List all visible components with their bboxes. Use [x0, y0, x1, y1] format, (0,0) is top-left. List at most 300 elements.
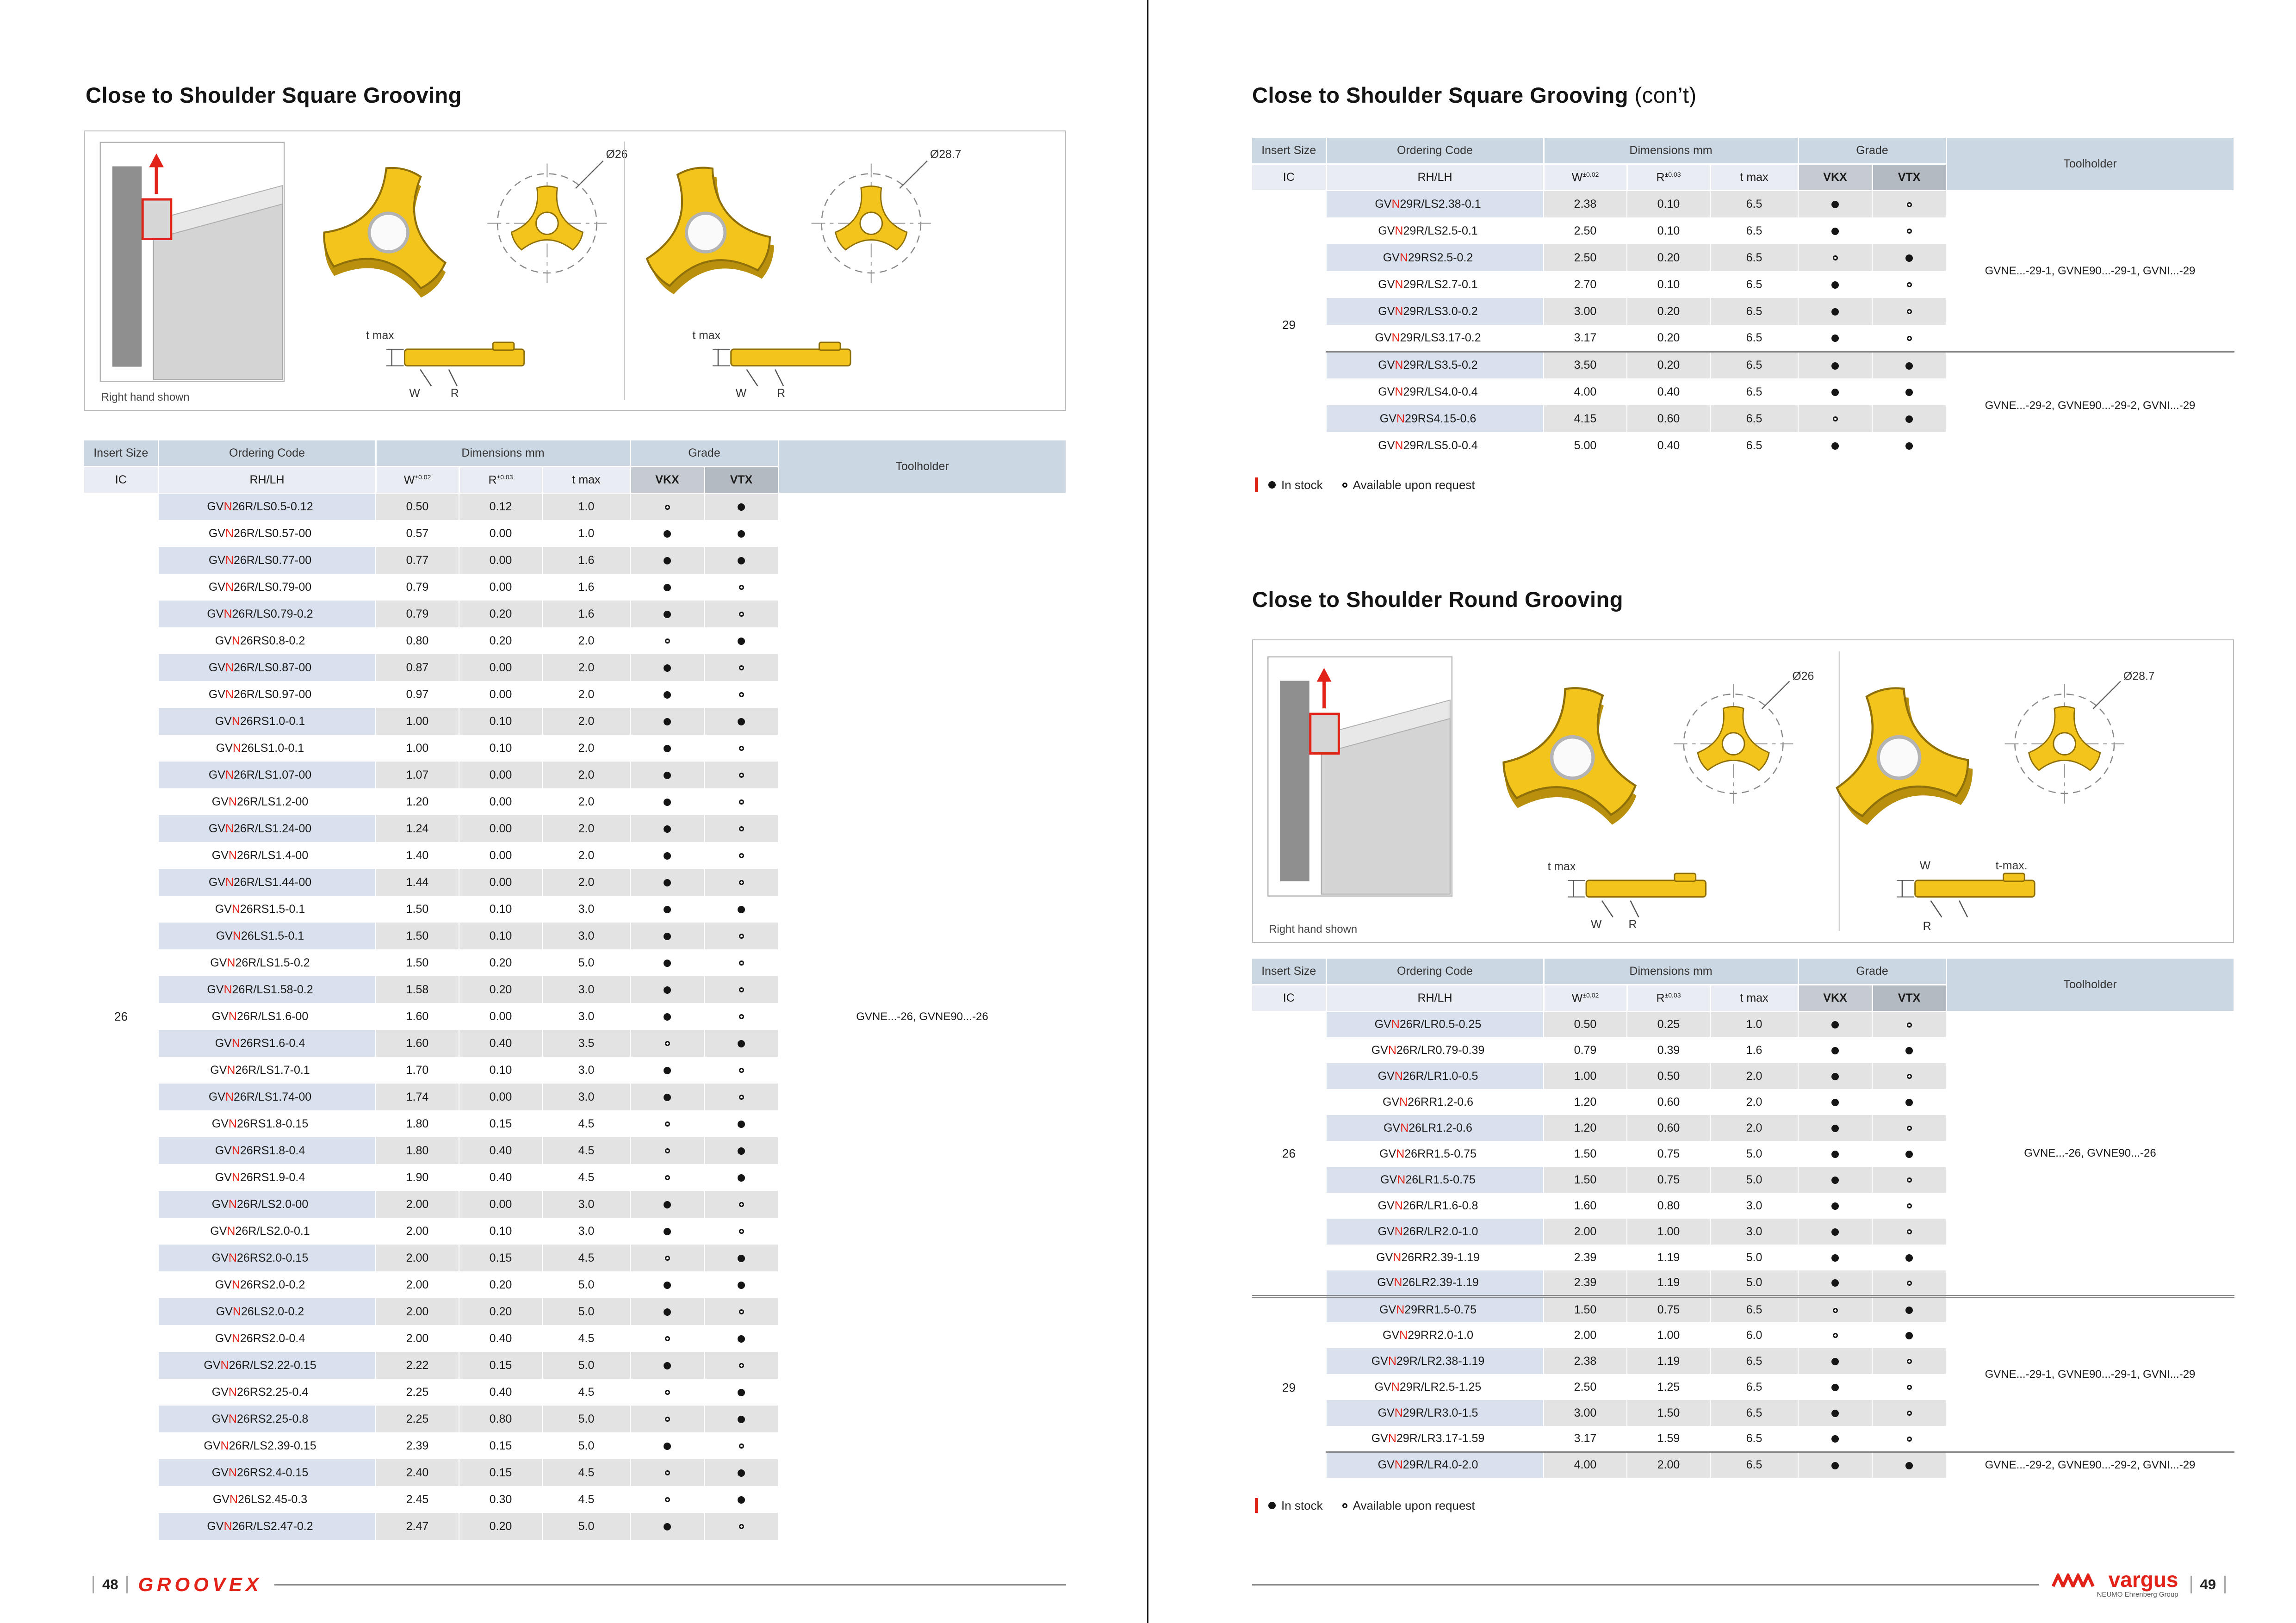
in-stock-dot: [738, 1174, 745, 1182]
round-grooving-table: [1252, 959, 2235, 1478]
vtx-cell: [1872, 405, 1946, 432]
r-cell: 0.80: [459, 1406, 542, 1432]
tmax-cell: 2.0: [542, 654, 630, 681]
vkx-cell: [630, 1003, 704, 1030]
vtx-cell: [704, 896, 778, 923]
vkx-cell: [1798, 1193, 1872, 1219]
in-stock-dot: [1831, 362, 1839, 370]
in-stock-dot: [1831, 442, 1839, 450]
vtx-cell: [704, 1057, 778, 1084]
r-cell: 0.20: [1627, 244, 1710, 271]
on-request-dot: [1907, 1229, 1912, 1234]
tmax-cell: 1.0: [1710, 1011, 1798, 1037]
r-cell: 0.10: [1627, 271, 1710, 298]
vtx-cell: [1872, 325, 1946, 352]
vtx-cell: [1872, 1193, 1946, 1219]
in-stock-dot: [1831, 228, 1839, 235]
in-stock-dot: [1905, 389, 1913, 396]
in-stock-dot: [664, 906, 671, 913]
ordering-code-cell: GVN26LR1.5-0.75: [1326, 1167, 1544, 1193]
in-stock-dot: [664, 1443, 671, 1450]
w-cell: 2.39: [1544, 1270, 1627, 1296]
w-cell: 0.57: [376, 520, 459, 547]
vkx-cell: [630, 1432, 704, 1459]
tmax-cell: 1.0: [542, 520, 630, 547]
on-request-dot: [739, 1202, 744, 1207]
r-cell: 0.40: [459, 1137, 542, 1164]
in-stock-dot: [664, 933, 671, 940]
in-stock-dot: [1831, 1279, 1839, 1287]
in-stock-dot: [738, 1389, 745, 1396]
ordering-code-cell: GVN29R/LS2.38-0.1: [1326, 191, 1544, 217]
tmax-label: t max: [692, 329, 721, 342]
code-highlight: N: [1388, 1043, 1396, 1057]
ordering-code-cell: GVN26R/LS0.79-0.2: [158, 601, 376, 627]
on-request-dot: [1907, 1022, 1912, 1028]
r-cell: 0.40: [459, 1030, 542, 1057]
toolholder-cell: GVNE...-29-2, GVNE90...-29-2, GVNI...-29: [1946, 352, 2234, 459]
vtx-cell: [1872, 244, 1946, 271]
code-highlight: N: [1396, 1303, 1405, 1316]
in-stock-dot: [738, 906, 745, 913]
vtx-cell: [1872, 1348, 1946, 1374]
w-cell: 2.22: [376, 1352, 459, 1379]
w-cell: 1.80: [376, 1110, 459, 1137]
ordering-code-cell: GVN26RS2.4-0.15: [158, 1459, 376, 1486]
r-cell: 0.10: [459, 1057, 542, 1084]
vtx-cell: [704, 601, 778, 627]
code-highlight: N: [228, 1117, 237, 1130]
on-request-dot: [739, 1229, 744, 1234]
vtx-cell: [704, 547, 778, 574]
code-highlight: N: [223, 1519, 232, 1533]
tmax-cell: 4.5: [542, 1459, 630, 1486]
ordering-code-cell: GVN29R/LS3.0-0.2: [1326, 298, 1544, 325]
in-stock-dot: [1831, 389, 1839, 396]
vkx-cell: [630, 896, 704, 923]
r-label: R: [450, 387, 459, 400]
header-grade: Grade: [630, 440, 778, 466]
vtx-cell: [704, 708, 778, 735]
vkx-cell: [1798, 1037, 1872, 1063]
w-cell: 3.00: [1544, 1400, 1627, 1426]
on-request-dot: [739, 692, 744, 697]
vkx-cell: [630, 1379, 704, 1406]
tmax-cell: 4.5: [542, 1164, 630, 1191]
catalog-table: [1252, 138, 2235, 459]
vtx-cell: [704, 654, 778, 681]
illustration-caption: Right hand shown: [1269, 923, 1358, 936]
available-label: Available upon request: [1353, 477, 1475, 492]
legend-accent-bar: [1255, 477, 1258, 492]
vtx-cell: [1872, 1115, 1946, 1141]
w-cell: 0.50: [1544, 1011, 1627, 1037]
vkx-cell: [630, 788, 704, 815]
in-stock-dot: [664, 799, 671, 806]
insert-size-cell: 29: [1252, 191, 1326, 459]
vkx-cell: [630, 493, 704, 520]
code-highlight: N: [231, 1332, 240, 1345]
machining-diagram: [100, 142, 284, 382]
vkx-cell: [630, 654, 704, 681]
w-cell: 1.60: [376, 1030, 459, 1057]
code-highlight: N: [232, 741, 241, 755]
code-highlight: N: [1394, 1225, 1403, 1238]
w-cell: 2.00: [1544, 1219, 1627, 1245]
code-highlight: N: [225, 1090, 234, 1103]
insert-side-view-small: [386, 342, 524, 386]
tmax-cell: 6.5: [1710, 432, 1798, 459]
header-w: $W^{\pm 0.02}$: [1544, 164, 1627, 191]
ordering-code-cell: GVN26R/LS2.0-0.1: [158, 1218, 376, 1245]
in-stock-dot: [664, 664, 671, 672]
ordering-code-cell: GVN26RS2.0-0.4: [158, 1325, 376, 1352]
ordering-code-cell: GVN29R/LS2.7-0.1: [1326, 271, 1544, 298]
w-cell: 3.50: [1544, 352, 1627, 378]
square-grooving-table: [84, 440, 1067, 1540]
footer-right: [1252, 1567, 2234, 1598]
vtx-cell: [704, 1218, 778, 1245]
vkx-cell: [630, 1218, 704, 1245]
header-ordering-code: Ordering Code: [1326, 138, 1544, 164]
table-row: [1252, 1011, 2234, 1037]
ordering-code-cell: GVN29R/LR2.38-1.19: [1326, 1348, 1544, 1374]
w-cell: 1.50: [1544, 1167, 1627, 1193]
header-rhlh: RH/LH: [1326, 985, 1544, 1011]
vargus-zigzag-icon: [2052, 1573, 2107, 1587]
in-stock-dot: [664, 825, 671, 833]
header-tmax: t max: [542, 466, 630, 493]
on-request-dot: [1907, 229, 1912, 234]
tmax-cell: 4.5: [542, 1379, 630, 1406]
insert-front-view-small: [1674, 681, 1793, 803]
tmax-cell: 5.0: [1710, 1167, 1798, 1193]
vkx-cell: [1798, 1167, 1872, 1193]
code-highlight: N: [225, 768, 234, 781]
tmax-label: t max: [366, 329, 394, 342]
tmax-cell: 1.6: [542, 574, 630, 601]
header-toolholder: Toolholder: [778, 440, 1066, 493]
vkx-cell: [1798, 298, 1872, 325]
w-label: W: [1591, 918, 1602, 931]
table-row: [1252, 352, 2234, 378]
ordering-code-cell: GVN29R/LR3.0-1.5: [1326, 1400, 1544, 1426]
r-cell: 0.15: [459, 1432, 542, 1459]
w-cell: 0.80: [376, 627, 459, 654]
code-highlight: N: [227, 956, 236, 969]
diameter-label-287: Ø28.7: [930, 148, 962, 161]
in-stock-label: In stock: [1281, 477, 1323, 492]
r-cell: 0.40: [1627, 378, 1710, 405]
w-cell: 2.00: [376, 1191, 459, 1218]
r-cell: 0.20: [459, 601, 542, 627]
insert-front-view-large: [2005, 681, 2124, 803]
ordering-code-cell: GVN26R/LS1.74-00: [158, 1084, 376, 1110]
tmax-cell: 3.0: [542, 1057, 630, 1084]
code-highlight: N: [1394, 1199, 1403, 1212]
w-cell: 0.79: [376, 574, 459, 601]
ordering-code-cell: GVN26R/LS2.0-00: [158, 1191, 376, 1218]
tmax-cell: 2.0: [542, 762, 630, 788]
ordering-code-cell: GVN26R/LS2.39-0.15: [158, 1432, 376, 1459]
insert-front-view-small: [487, 161, 607, 283]
vkx-cell: [1798, 1400, 1872, 1426]
tmax-cell: 6.5: [1710, 1296, 1798, 1322]
w-cell: 2.38: [1544, 191, 1627, 217]
tmax-cell: 1.0: [542, 493, 630, 520]
on-request-dot: [665, 1175, 670, 1180]
ordering-code-cell: GVN26R/LS1.4-00: [158, 842, 376, 869]
code-highlight: N: [1394, 1069, 1403, 1083]
vtx-cell: [1872, 1141, 1946, 1167]
r-cell: 0.00: [459, 1191, 542, 1218]
vtx-cell: [1872, 1426, 1946, 1452]
vkx-cell: [630, 1352, 704, 1379]
code-highlight: N: [232, 929, 241, 942]
code-highlight: N: [1399, 251, 1408, 264]
code-highlight: N: [231, 1144, 240, 1157]
w-cell: 0.79: [1544, 1037, 1627, 1063]
in-stock-dot: [1905, 1047, 1913, 1054]
ordering-code-cell: GVN26R/LS0.5-0.12: [158, 493, 376, 520]
vkx-cell: [1798, 1296, 1872, 1322]
insert-size-cell: 26: [1252, 1011, 1326, 1296]
ordering-code-cell: GVN26LS1.0-0.1: [158, 735, 376, 762]
w-cell: 2.00: [376, 1271, 459, 1298]
on-request-dot: [1907, 1177, 1912, 1183]
machining-diagram: [1268, 657, 1452, 896]
w-cell: 3.17: [1544, 1426, 1627, 1452]
in-stock-dot: [664, 530, 671, 538]
tmax-cell: 3.0: [542, 923, 630, 949]
header-rhlh: RH/LH: [158, 466, 376, 493]
in-stock-dot: [664, 1282, 671, 1289]
header-vtx: VTX: [1872, 985, 1946, 1011]
code-highlight: N: [1393, 1251, 1402, 1264]
vtx-cell: [704, 815, 778, 842]
r-cell: 0.40: [459, 1164, 542, 1191]
vkx-cell: [630, 1513, 704, 1540]
header-w: $W^{\pm 0.02}$: [1544, 985, 1627, 1011]
code-highlight: N: [1397, 1173, 1406, 1186]
r-cell: 1.00: [1627, 1322, 1710, 1348]
w-cell: 2.50: [1544, 1374, 1627, 1400]
vkx-cell: [1798, 378, 1872, 405]
on-request-dot: [739, 1014, 744, 1019]
header-dimensions: Dimensions mm: [1544, 959, 1798, 985]
in-stock-dot: [664, 1067, 671, 1074]
diameter-label-26: Ø26: [1792, 670, 1814, 683]
code-highlight: N: [225, 580, 234, 594]
code-highlight: N: [231, 1278, 240, 1291]
vtx-cell: [704, 1191, 778, 1218]
vkx-cell: [630, 1459, 704, 1486]
vtx-cell: [704, 1432, 778, 1459]
r-cell: 0.15: [459, 1352, 542, 1379]
in-stock-dot: [1905, 1099, 1913, 1106]
code-highlight: N: [225, 822, 234, 835]
r-cell: 0.10: [459, 708, 542, 735]
vtx-cell: [704, 1003, 778, 1030]
r-label: R: [777, 387, 786, 400]
code-highlight: N: [228, 1010, 237, 1023]
available-dot: [1342, 1503, 1347, 1508]
r-cell: 0.00: [459, 815, 542, 842]
w-cell: 1.20: [376, 788, 459, 815]
vkx-cell: [1798, 1452, 1872, 1478]
tmax-cell: 2.0: [1710, 1089, 1798, 1115]
code-highlight: N: [1394, 1406, 1403, 1419]
r-cell: 1.25: [1627, 1374, 1710, 1400]
vtx-cell: [1872, 1063, 1946, 1089]
on-request-dot: [665, 1148, 670, 1153]
table-header-row: [1252, 959, 2234, 985]
insert-size-cell: 29: [1252, 1296, 1326, 1478]
ordering-code-cell: GVN26R/LR1.0-0.5: [1326, 1063, 1544, 1089]
in-stock-dot: [1831, 1073, 1839, 1080]
header-rhlh: RH/LH: [1326, 164, 1544, 191]
vtx-cell: [1872, 352, 1946, 378]
tmax-cell: 4.5: [542, 1245, 630, 1271]
r-label: R: [1628, 918, 1637, 931]
w-cell: 1.74: [376, 1084, 459, 1110]
w-cell: 2.38: [1544, 1348, 1627, 1374]
header-toolholder: Toolholder: [1946, 138, 2234, 191]
square-grooving-cont-table: [1252, 138, 2235, 459]
w-cell: 2.70: [1544, 271, 1627, 298]
w-cell: 2.25: [376, 1406, 459, 1432]
vkx-cell: [630, 1057, 704, 1084]
w-cell: 2.00: [1544, 1322, 1627, 1348]
vtx-cell: [704, 976, 778, 1003]
ordering-code-cell: GVN26RS2.25-0.8: [158, 1406, 376, 1432]
in-stock-dot: [738, 557, 745, 564]
legend-accent-bar: [1255, 1498, 1258, 1513]
vkx-cell: [1798, 405, 1872, 432]
footer-bar: [126, 1576, 128, 1593]
w-cell: 1.60: [1544, 1193, 1627, 1219]
in-stock-dot: [664, 1013, 671, 1021]
vkx-cell: [630, 1137, 704, 1164]
r-cell: 0.20: [1627, 352, 1710, 378]
header-grade: Grade: [1798, 138, 1946, 164]
ordering-code-cell: GVN29R/LR3.17-1.59: [1326, 1426, 1544, 1452]
on-request-dot: [739, 934, 744, 939]
tmax-cell: 5.0: [542, 949, 630, 976]
in-stock-dot: [1268, 1502, 1276, 1509]
on-request-dot: [1833, 255, 1838, 260]
insert-front-view-large: [812, 161, 931, 283]
ordering-code-cell: GVN29RS4.15-0.6: [1326, 405, 1544, 432]
r-cell: 0.15: [459, 1245, 542, 1271]
in-stock-dot: [738, 1282, 745, 1289]
ordering-code-cell: GVN26R/LS1.24-00: [158, 815, 376, 842]
w-cell: 1.70: [376, 1057, 459, 1084]
vkx-cell: [630, 762, 704, 788]
r-cell: 0.00: [459, 681, 542, 708]
vkx-cell: [630, 1486, 704, 1513]
w-cell: 2.45: [376, 1486, 459, 1513]
table-row: [1252, 191, 2234, 217]
vkx-cell: [630, 547, 704, 574]
code-highlight: N: [231, 714, 240, 728]
vkx-cell: [630, 1325, 704, 1352]
vkx-cell: [630, 842, 704, 869]
w-cell: 2.39: [376, 1432, 459, 1459]
ordering-code-cell: GVN29RR1.5-0.75: [1326, 1296, 1544, 1322]
ordering-code-cell: GVN26RS2.25-0.4: [158, 1379, 376, 1406]
code-highlight: N: [220, 1358, 229, 1372]
table-row: [84, 493, 1066, 520]
ordering-code-cell: GVN26RS1.0-0.1: [158, 708, 376, 735]
vkx-cell: [1798, 1426, 1872, 1452]
tmax-cell: 6.5: [1710, 1374, 1798, 1400]
tmax-cell: 6.5: [1710, 217, 1798, 244]
footer-bar: [2224, 1576, 2226, 1593]
header-vkx: VKX: [1798, 985, 1872, 1011]
r-cell: 0.40: [459, 1379, 542, 1406]
on-request-dot: [1833, 1308, 1838, 1313]
ordering-code-cell: GVN26R/LS0.57-00: [158, 520, 376, 547]
tmax-cell: 4.5: [542, 1137, 630, 1164]
header-ordering-code: Ordering Code: [158, 440, 376, 466]
title-text: Close to Shoulder Round Grooving: [1252, 587, 1623, 612]
tmax-cell: 5.0: [1710, 1141, 1798, 1167]
header-insert-size: Insert Size: [1252, 138, 1326, 164]
tmax-cell: 2.0: [542, 869, 630, 896]
ordering-code-cell: GVN26R/LS0.79-00: [158, 574, 376, 601]
diameter-label-26: Ø26: [606, 148, 628, 161]
r-cell: 0.10: [459, 735, 542, 762]
vkx-cell: [1798, 191, 1872, 217]
r-cell: 0.60: [1627, 1115, 1710, 1141]
tmax-cell: 5.0: [542, 1406, 630, 1432]
code-highlight: N: [232, 1305, 241, 1318]
code-highlight: N: [228, 849, 237, 862]
code-highlight: N: [1396, 1147, 1405, 1160]
header-ic: IC: [84, 466, 158, 493]
vkx-cell: [630, 815, 704, 842]
stock-legend: [1255, 1498, 1475, 1513]
ordering-code-cell: GVN26RR1.2-0.6: [1326, 1089, 1544, 1115]
in-stock-dot: [664, 1094, 671, 1101]
vkx-cell: [630, 627, 704, 654]
tmax-cell: 6.5: [1710, 352, 1798, 378]
footer-rule: [274, 1584, 1066, 1586]
on-request-dot: [665, 1256, 670, 1261]
vkx-cell: [630, 949, 704, 976]
w-cell: 2.50: [1544, 217, 1627, 244]
title-text: Close to Shoulder Square Grooving: [1252, 83, 1628, 107]
footer-bar: [93, 1576, 94, 1593]
w-cell: 1.40: [376, 842, 459, 869]
w-cell: 1.00: [376, 735, 459, 762]
vtx-cell: [1872, 1270, 1946, 1296]
on-request-dot: [739, 880, 744, 885]
diameter-label-287: Ø28.7: [2123, 670, 2155, 683]
vkx-cell: [630, 1298, 704, 1325]
vkx-cell: [1798, 432, 1872, 459]
vtx-cell: [1872, 432, 1946, 459]
vkx-cell: [630, 735, 704, 762]
tmax-cell: 3.0: [542, 1218, 630, 1245]
r-cell: 0.25: [1627, 1011, 1710, 1037]
toolholder-cell: GVNE...-29-1, GVNE90...-29-1, GVNI...-29: [1946, 191, 2234, 352]
in-stock-dot: [738, 1147, 745, 1155]
vkx-cell: [1798, 1348, 1872, 1374]
tmax-cell: 2.0: [542, 708, 630, 735]
tmax-label: t max: [1547, 860, 1576, 873]
